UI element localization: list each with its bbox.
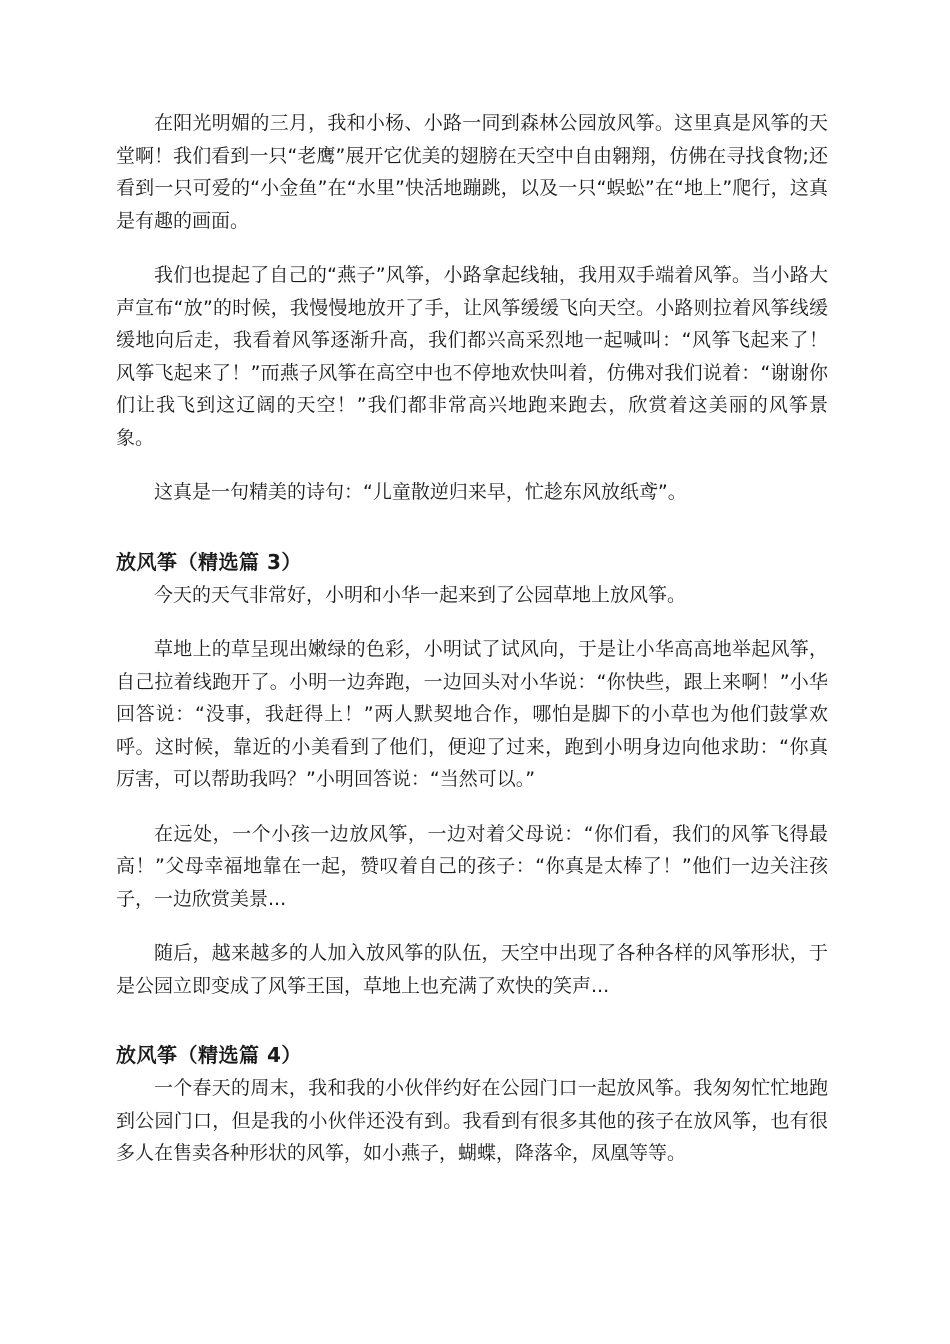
paragraph: 草地上的草呈现出嫩绿的色彩，小明试了试风向，于是让小华高高地举起风筝，自己拉着线跑开了。小明一边奔跑，一边回头对小华说：“你快些，跟上来啊！”小华回答说：“没事，我赶得上！”两人默契地合作，哪怕是脚下的小草也为他们鼓掌欢呼。这时候，靠近的小美看到了他们，便迎了过来，跑到小明身边向他求助：“你真厉害，可以帮助我吗？”小明回答说：“当然可以。”	[116, 638, 828, 790]
paragraph: 在远处，一个小孩一边放风筝，一边对着父母说：“你们看，我们的风筝飞得最高！”父母幸福地靠在一起，赞叹着自己的孩子：“你真是太棒了！”他们一边关注孩子，一边欣赏美景...	[116, 822, 828, 910]
paragraph: 这真是一句精美的诗句：“儿童散逆归来早，忙趁东风放纸鸢”。	[154, 481, 687, 503]
paragraph: 今天的天气非常好，小明和小华一起来到了公园草地上放风筝。	[154, 583, 687, 606]
section-intro	[116, 107, 828, 509]
paragraph: 随后，越来越多的人加入放风筝的队伍，天空中出现了各种各样的风筝形状，于是公园立即变成了风筝王国，草地上也充满了欢快的笑声...	[116, 942, 828, 997]
paragraph: 在阳光明媚的三月，我和小杨、小路一同到森林公园放风筝。这里真是风筝的天堂啊！我们看到一只“老鹰”展开它优美的翅膀在天空中自由翱翔，仿佛在寻找食物;还看到一只可爱的“小金鱼”在“水里”快活地蹦跳，以及一只“蜈蚣”在“地上”爬行，这真是有趣的画面。	[116, 112, 828, 232]
section-4	[116, 1040, 828, 1170]
paragraph: 一个春天的周末，我和我的小伙伴约好在公园门口一起放风筝。我匆匆忙忙地跑到公园门口，但是我的小伙伴还没有到。我看到有很多其他的孩子在放风筝，也有很多人在售卖各种形状的风筝，如小燕子，蝴蝶，降落伞，凤凰等等。	[116, 1077, 828, 1164]
section-heading: 放风筝（精选篇 4）	[116, 1043, 302, 1067]
section-3	[116, 547, 828, 1003]
section-heading: 放风筝（精选篇 3）	[116, 549, 302, 574]
document-page	[116, 107, 828, 1192]
paragraph: 我们也提起了自己的“燕子”风筝，小路拿起线轴，我用双手端着风筝。当小路大声宣布“放”的时候，我慢慢地放开了手，让风筝缓缓飞向天空。小路则拉着风筝线缓缓地向后走，我看着风筝逐渐升高，我们都兴高采烈地一起喊叫：“风筝飞起来了！风筝飞起来了！”而燕子风筝在高空中也不停地欢快叫着，仿佛对我们说着：“谢谢你们让我飞到这辽阔的天空！”我们都非常高兴地跑来跑去，欣赏着这美丽的风筝景象。	[116, 264, 828, 449]
